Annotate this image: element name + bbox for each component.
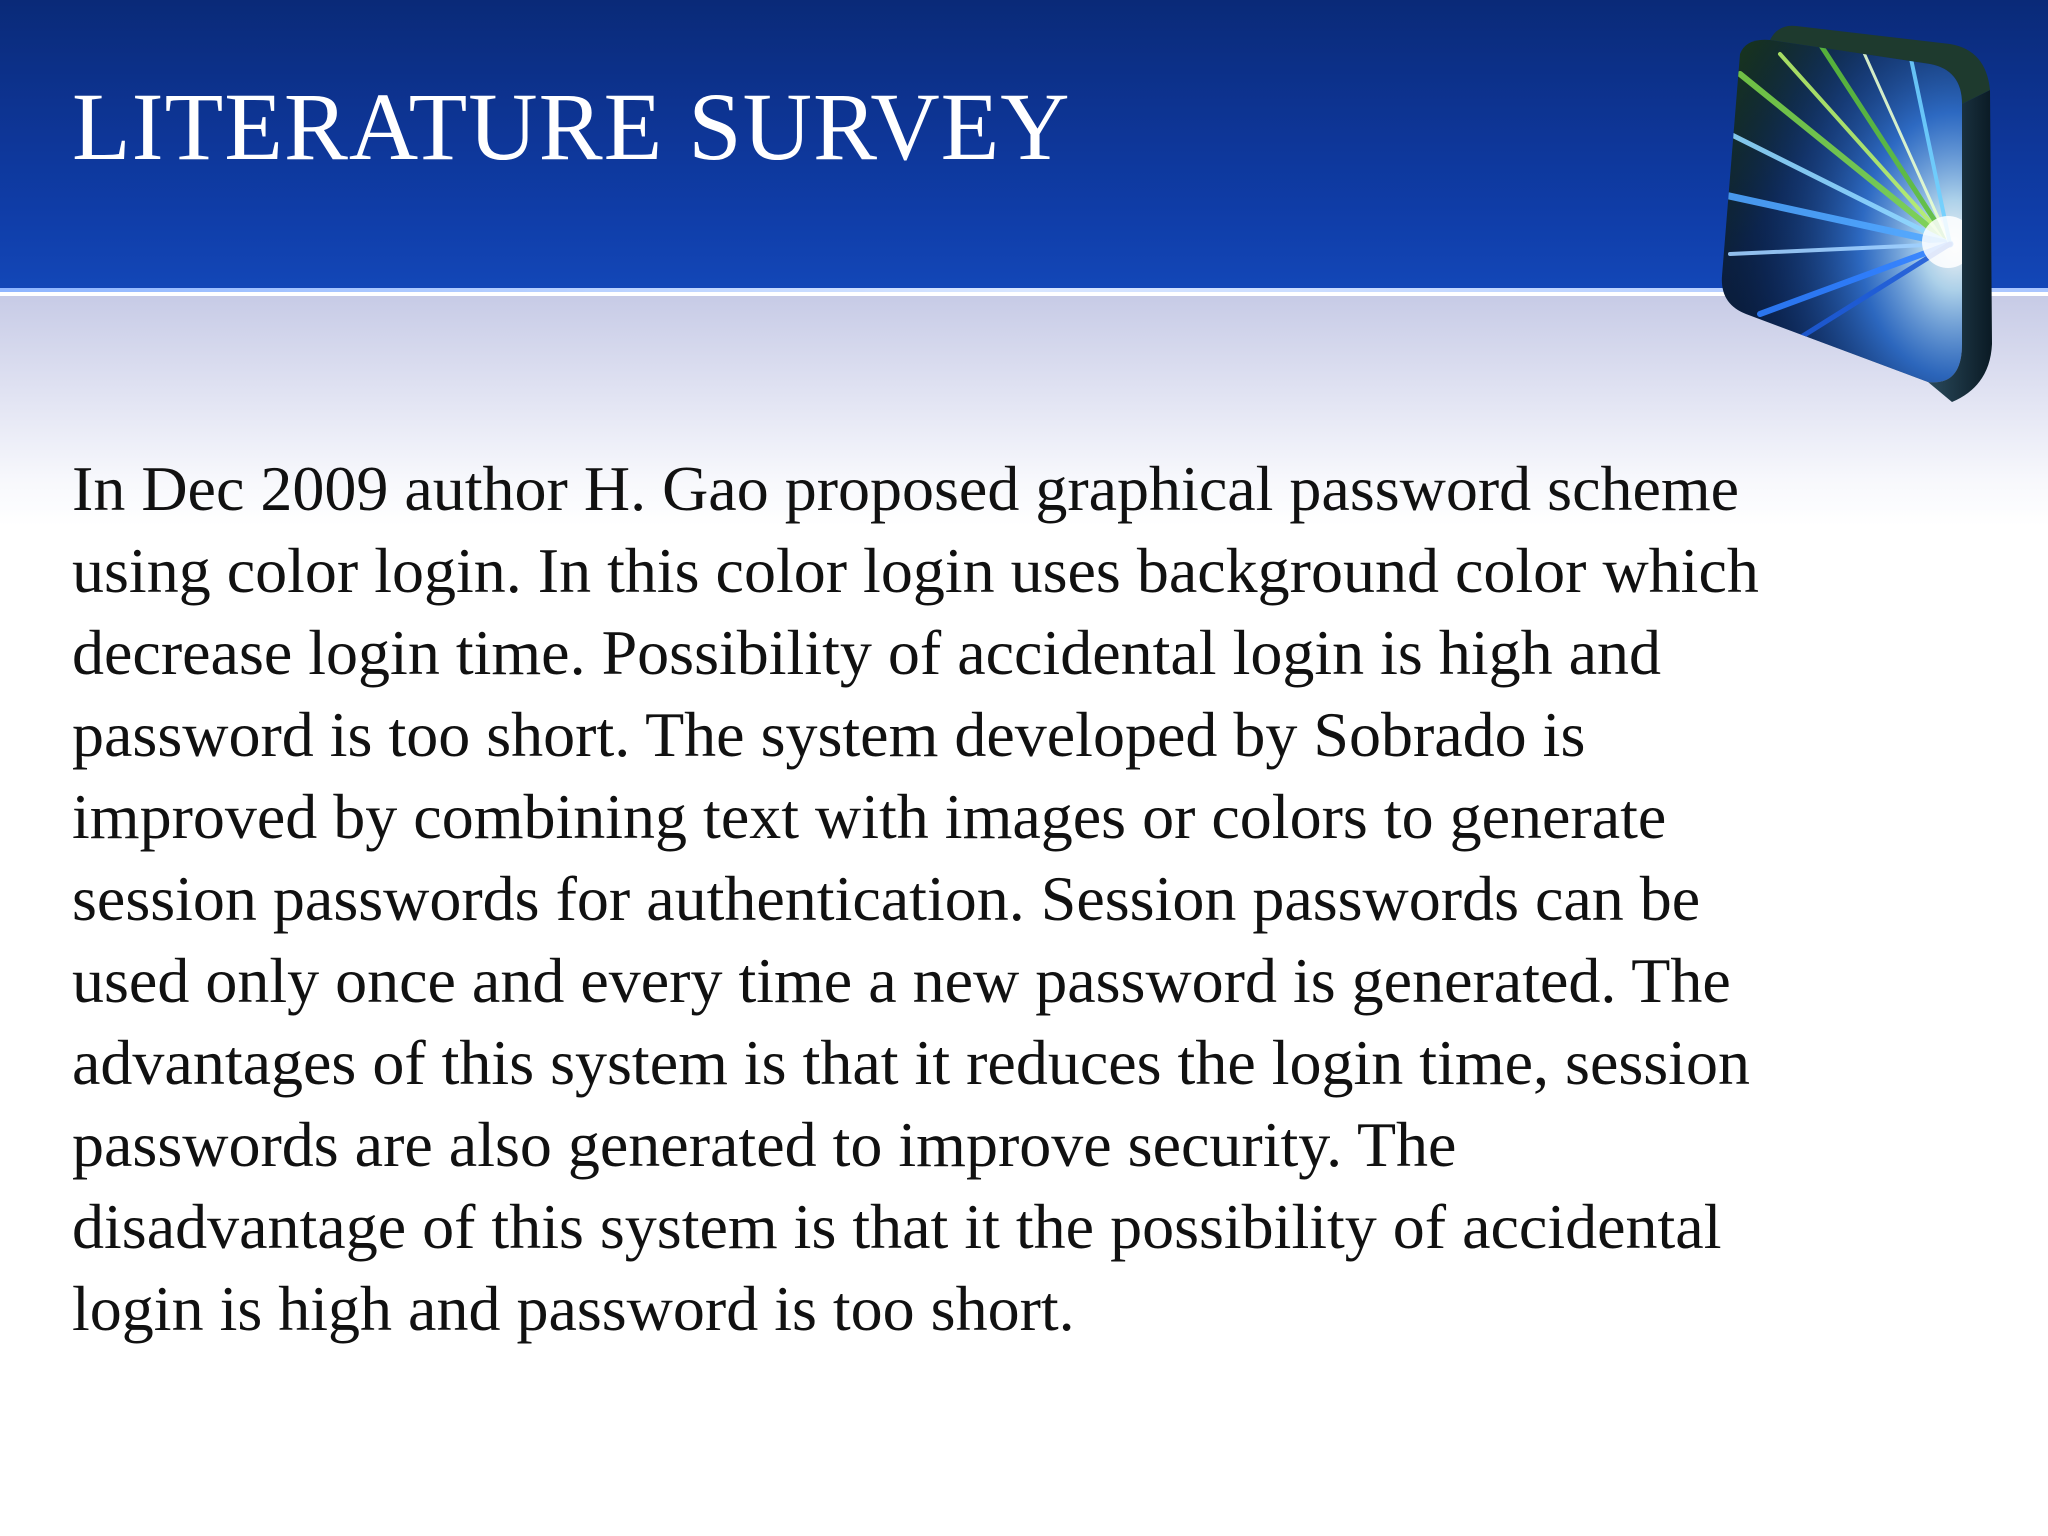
body-line: password is too short. The system developed by Sobrado is xyxy=(72,699,1586,770)
body-line: session passwords for authentication. Session passwords can be xyxy=(72,863,1701,934)
body-line: using color login. In this color login uses background color which xyxy=(72,535,1759,606)
body-line: decrease login time. Possibility of accidental login is high and xyxy=(72,617,1661,688)
body-line: improved by combining text with images or colors to generate xyxy=(72,781,1667,852)
body-line: In Dec 2009 author H. Gao proposed graphical password scheme xyxy=(72,453,1740,524)
body-line: used only once and every time a new password is generated. The xyxy=(72,945,1731,1016)
body-line: passwords are also generated to improve security. The xyxy=(72,1109,1457,1180)
slide-body xyxy=(72,448,1972,1350)
body-line: advantages of this system is that it reduces the login time, session xyxy=(72,1027,1750,1098)
body-line: login is high and password is too short. xyxy=(72,1273,1075,1344)
body-line: disadvantage of this system is that it the possibility of accidental xyxy=(72,1191,1722,1262)
light-streak-tile-icon xyxy=(1700,14,2000,434)
slide-title: LITERATURE SURVEY xyxy=(72,73,1071,180)
